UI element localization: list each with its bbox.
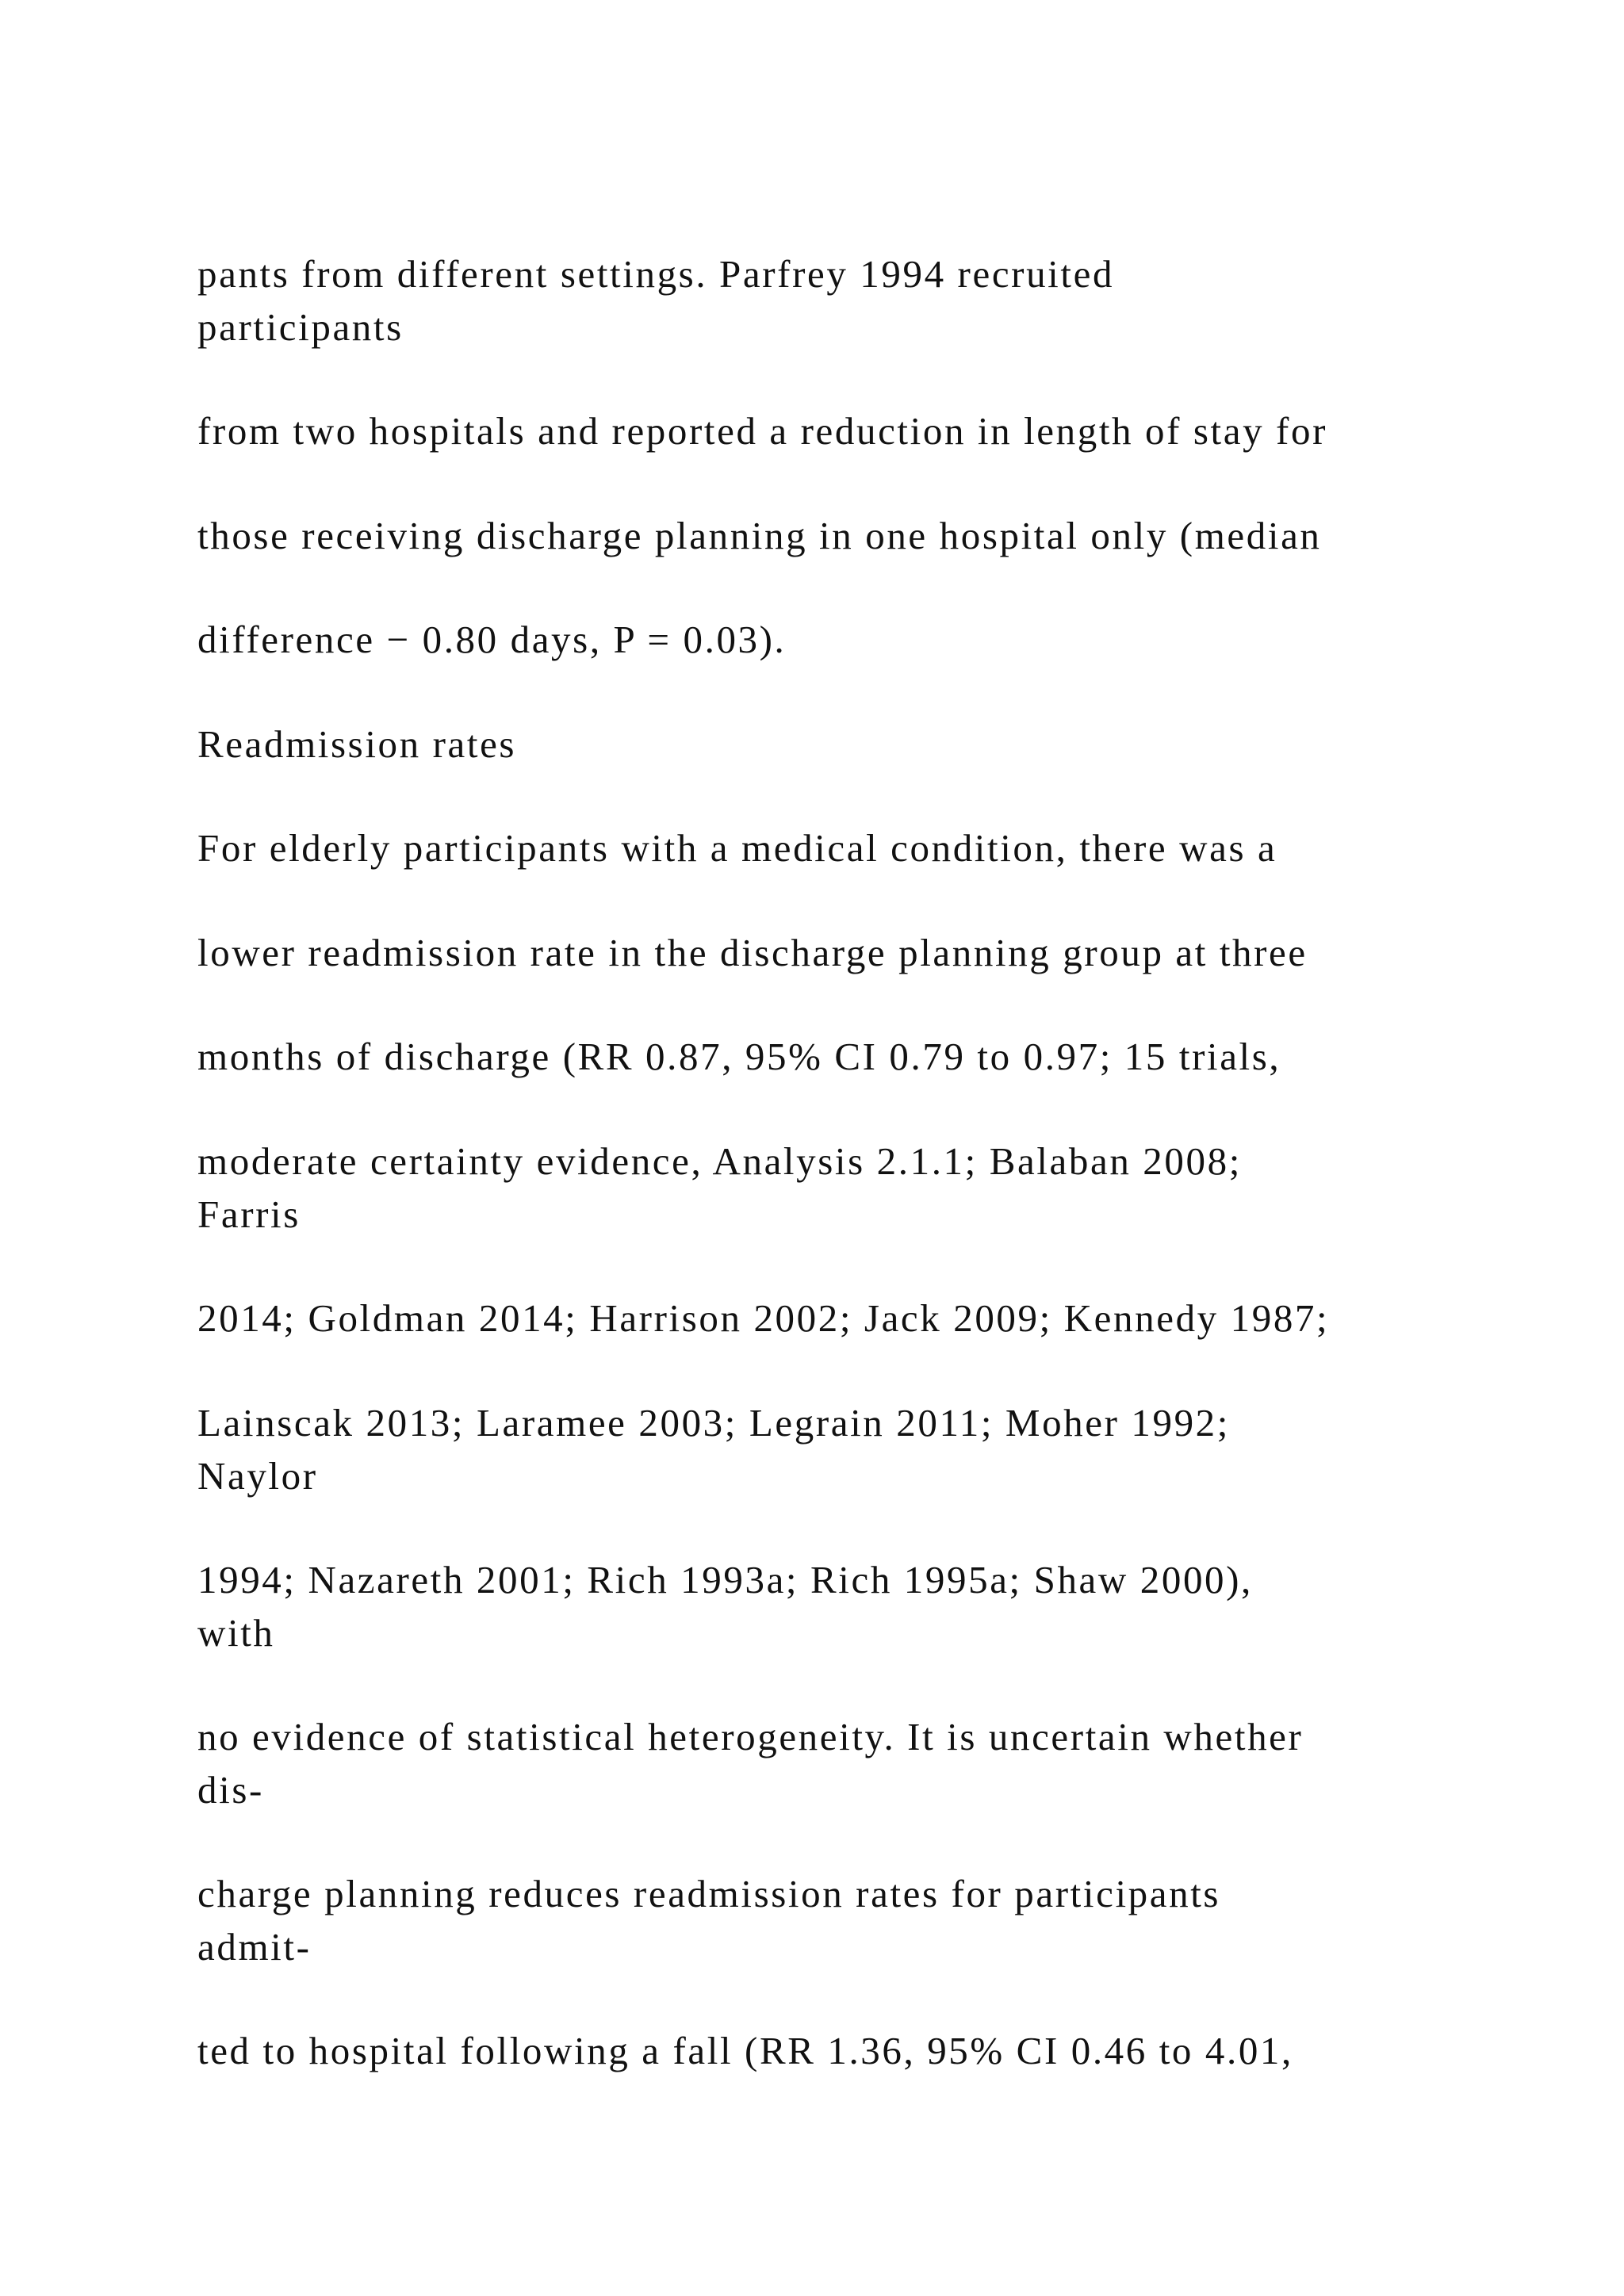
section-heading: Readmission rates [197,722,517,766]
text-line: pants from different settings. Parfrey 1994 recruited [197,252,1115,296]
text-line: Lainscak 2013; Laramee 2003; Legrain 2011; Moher 1992; [197,1401,1230,1445]
text-line: dis- [197,1768,264,1812]
text-line: Naylor [197,1454,318,1498]
text-line: 2014; Goldman 2014; Harrison 2002; Jack 2009; Kennedy 1987; [197,1296,1330,1340]
text-line: For elderly participants with a medical condition, there was a [197,826,1277,870]
text-line: charge planning reduces readmission rates for participants [197,1872,1221,1915]
text-line: difference − 0.80 days, P = 0.03). [197,618,787,661]
text-line: ted to hospital following a fall (RR 1.36, 95% CI 0.46 to 4.01, [197,2029,1293,2072]
text-line: participants [197,305,404,349]
text-line: admit- [197,1925,312,1969]
text-line: with [197,1611,275,1655]
text-line: no evidence of statistical heterogeneity. It is uncertain whether [197,1715,1304,1758]
text-line: 1994; Nazareth 2001; Rich 1993a; Rich 1995a; Shaw 2000), [197,1558,1253,1601]
text-line: those receiving discharge planning in one hospital only (median [197,514,1322,557]
text-line: lower readmission rate in the discharge planning group at three [197,931,1308,974]
text-line: moderate certainty evidence, Analysis 2.1.1; Balaban 2008; [197,1139,1242,1183]
text-line: Farris [197,1192,301,1236]
text-line: months of discharge (RR 0.87, 95% CI 0.79 to 0.97; 15 trials, [197,1035,1281,1078]
text-line: from two hospitals and reported a reduction in length of stay for [197,409,1327,453]
